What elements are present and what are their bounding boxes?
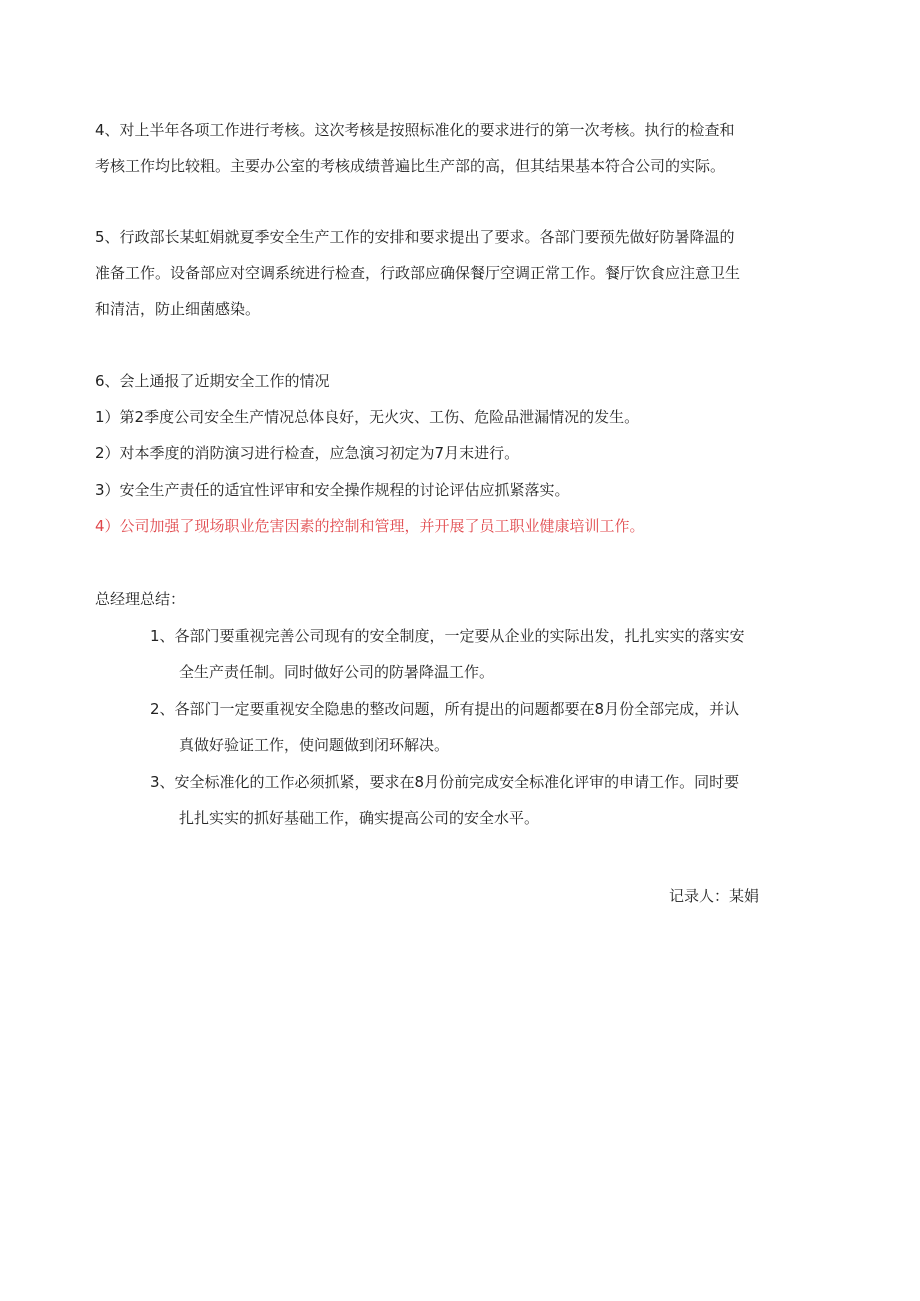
item4-line1: 4、对上半年各项工作进行考核。这次考核是按照标准化的要求进行的第一次考核。执行的检查和: [95, 121, 735, 139]
item6-point-4-highlighted: 4）公司加强了现场职业危害因素的控制和管理，并开展了员工职业健康培训工作。: [95, 517, 645, 535]
recorder-signature: 记录人：某娟: [669, 887, 760, 905]
item5-line3: 和清洁，防止细菌感染。: [95, 300, 261, 318]
item6-point-1: 1）第2季度公司安全生产情况总体良好，无火灾、工伤、危险品泄漏情况的发生。: [95, 408, 640, 426]
summary-item-2-line1: 2、各部门一定要重视安全隐患的整改问题，所有提出的问题都要在8月份全部完成，并认: [150, 700, 740, 718]
item5-line2: 准备工作。设备部应对空调系统进行检查，行政部应确保餐厅空调正常工作。餐厅饮食应注意卫生: [95, 264, 741, 282]
summary-heading: 总经理总结：: [95, 590, 186, 608]
item6-point-2: 2）对本季度的消防演习进行检查，应急演习初定为7月末进行。: [95, 444, 520, 462]
item4-line2: 考核工作均比较粗。主要办公室的考核成绩普遍比生产部的高，但其结果基本符合公司的实际。: [95, 157, 726, 175]
summary-item-1-line1: 1、各部门要重视完善公司现有的安全制度，一定要从企业的实际出发，扎扎实实的落实安: [150, 627, 745, 645]
item5-line1: 5、行政部长某虹娟就夏季安全生产工作的安排和要求提出了要求。各部门要预先做好防暑降温的: [95, 228, 735, 246]
item6-point-3: 3）安全生产责任的适宜性评审和安全操作规程的讨论评估应抓紧落实。: [95, 481, 570, 499]
summary-item-3-line1: 3、安全标准化的工作必须抓紧，要求在8月份前完成安全标准化评审的申请工作。同时要: [150, 773, 740, 791]
item6-heading: 6、会上通报了近期安全工作的情况: [95, 372, 330, 390]
summary-item-1-line2: 全生产责任制。同时做好公司的防暑降温工作。: [179, 663, 495, 681]
summary-item-2-line2: 真做好验证工作，使问题做到闭环解决。: [179, 736, 450, 754]
summary-item-3-line2: 扎扎实实的抓好基础工作，确实提高公司的安全水平。: [179, 809, 540, 827]
